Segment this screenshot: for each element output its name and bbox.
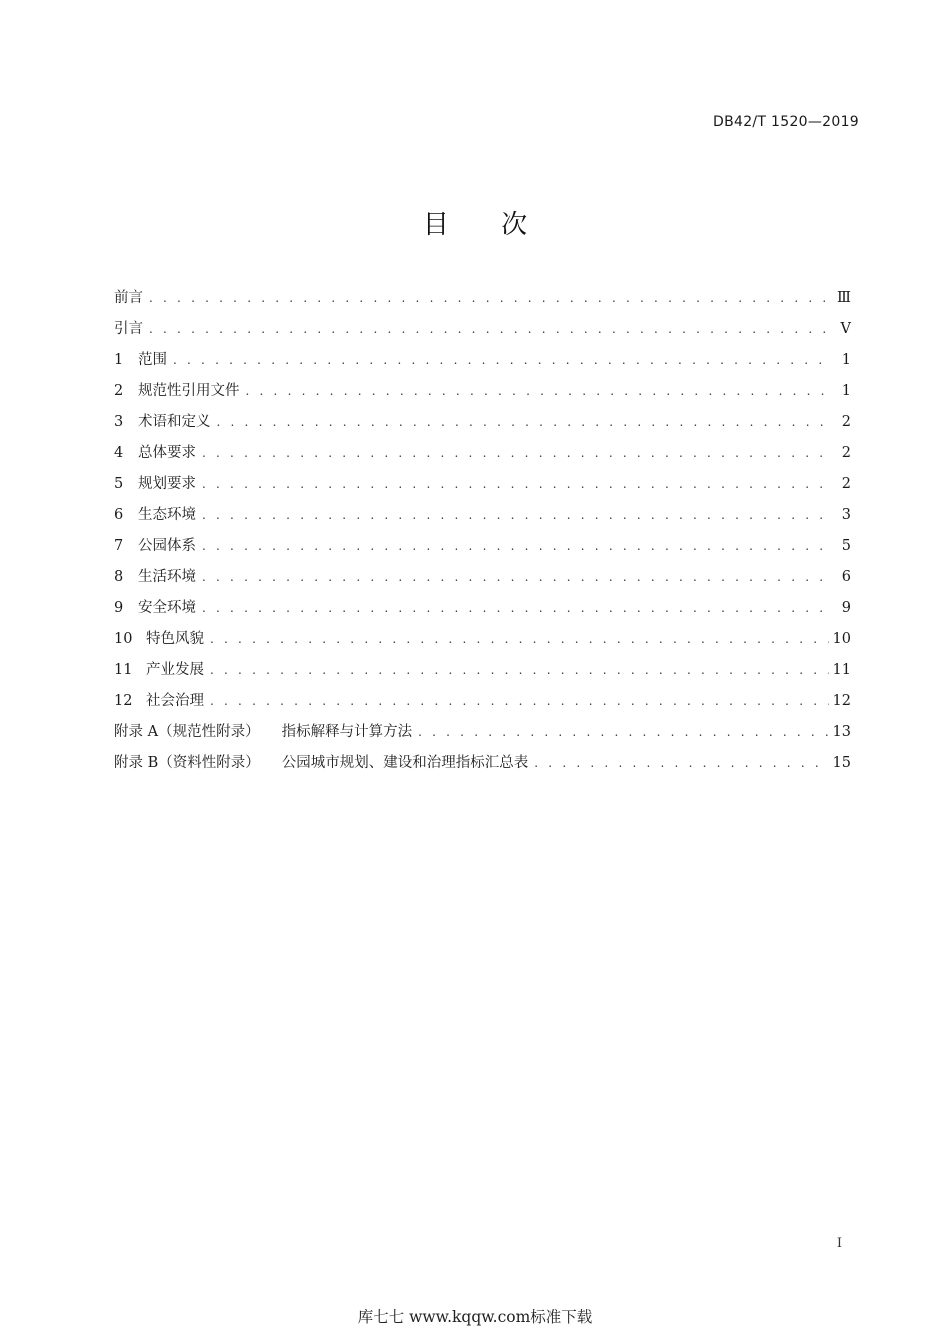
toc-page-number: 2 [841,414,851,430]
toc-entry-label [114,410,211,434]
toc-page-number: 12 [832,693,851,709]
toc-entry-label [114,689,204,713]
toc-entry-number: 2 [114,383,124,399]
toc-entry-label [114,348,167,372]
toc-entry-number: 4 [114,445,124,461]
dot-leader [210,658,829,682]
toc-entry-label [114,565,196,589]
page-number: I [836,1236,842,1251]
appendix-title: 公园城市规划、建设和治理指标汇总表 [281,755,529,771]
dot-leader [202,534,833,558]
toc-entry-6[interactable] [114,503,851,534]
toc-entry-label [114,534,196,558]
dot-leader [202,441,833,465]
toc-page-number: Ⅴ [840,321,851,337]
dot-leader [149,317,833,341]
toc-entry-foreword[interactable] [114,286,851,317]
toc-entry-number: 9 [114,600,124,616]
toc-entry-text: 特色风貌 [146,631,204,647]
appendix-type: 附录 B（资料性附录） [114,755,260,771]
dot-leader [173,348,833,372]
table-of-contents [114,286,851,782]
dot-leader [210,689,829,713]
dot-leader [210,627,829,651]
toc-entry-text: 规范性引用文件 [138,383,240,399]
dot-leader [418,720,828,744]
toc-page-number: 15 [832,755,851,771]
toc-entry-text: 规划要求 [138,476,196,492]
toc-entry-text: 社会治理 [146,693,204,709]
dot-leader [202,472,833,496]
toc-page-number: 9 [841,600,851,616]
toc-page-number: 2 [841,476,851,492]
toc-page-number: 10 [832,631,851,647]
dot-leader [246,379,834,403]
dot-leader [202,596,833,620]
toc-entry-10[interactable] [114,627,851,658]
toc-entry-12[interactable] [114,689,851,720]
toc-entry-label [114,658,204,682]
toc-entry-appendix-a[interactable] [114,720,851,751]
dot-leader [534,751,828,775]
toc-entry-label [114,472,196,496]
toc-entry-text: 范围 [138,352,167,368]
toc-page-number: 2 [841,445,851,461]
toc-page-number: 1 [841,352,851,368]
toc-entry-11[interactable] [114,658,851,689]
page-title: 目 次 [422,210,550,240]
dot-leader [202,503,833,527]
appendix-type: 附录 A（规范性附录） [114,724,260,740]
toc-entry-introduction[interactable] [114,317,851,348]
toc-entry-text: 产业发展 [146,662,204,678]
standard-code: DB42/T 1520—2019 [713,114,859,130]
toc-entry-text: 总体要求 [138,445,196,461]
dot-leader [149,286,833,310]
toc-entry-number: 1 [114,352,124,368]
toc-entry-5[interactable] [114,472,851,503]
toc-entry-number: 11 [114,662,133,678]
appendix-title: 指标解释与计算方法 [281,724,413,740]
watermark: 库七七 www.kqqw.com标准下载 [357,1308,593,1326]
dot-leader [217,410,834,434]
toc-entry-label [114,503,196,527]
toc-entry-3[interactable] [114,410,851,441]
toc-entry-label: 前言 [114,290,143,306]
toc-entry-label [114,751,528,775]
toc-entry-appendix-b[interactable] [114,751,851,782]
toc-entry-4[interactable] [114,441,851,472]
toc-entry-2[interactable] [114,379,851,410]
toc-entry-text: 安全环境 [138,600,196,616]
toc-entry-text: 生活环境 [138,569,196,585]
toc-page-number: 1 [841,383,851,399]
toc-page-number: 13 [832,724,851,740]
toc-entry-8[interactable] [114,565,851,596]
toc-entry-number: 3 [114,414,124,430]
toc-entry-1[interactable] [114,348,851,379]
toc-entry-text: 生态环境 [138,507,196,523]
toc-entry-number: 6 [114,507,124,523]
toc-entry-label [114,720,412,744]
toc-entry-number: 7 [114,538,124,554]
toc-entry-number: 10 [114,631,133,647]
toc-entry-text: 公园体系 [138,538,196,554]
toc-page-number: 5 [841,538,851,554]
toc-entry-number: 12 [114,693,133,709]
toc-entry-7[interactable] [114,534,851,565]
toc-entry-label: 引言 [114,321,143,337]
toc-entry-number: 8 [114,569,124,585]
toc-page-number: 3 [841,507,851,523]
toc-entry-label [114,441,196,465]
toc-page-number: 6 [841,569,851,585]
dot-leader [202,565,833,589]
toc-page-number: 11 [832,662,851,678]
toc-entry-label [114,627,204,651]
toc-entry-label [114,596,196,620]
toc-entry-text: 术语和定义 [138,414,211,430]
toc-entry-label [114,379,240,403]
toc-entry-9[interactable] [114,596,851,627]
toc-entry-number: 5 [114,476,124,492]
toc-page-number: Ⅲ [837,290,851,306]
